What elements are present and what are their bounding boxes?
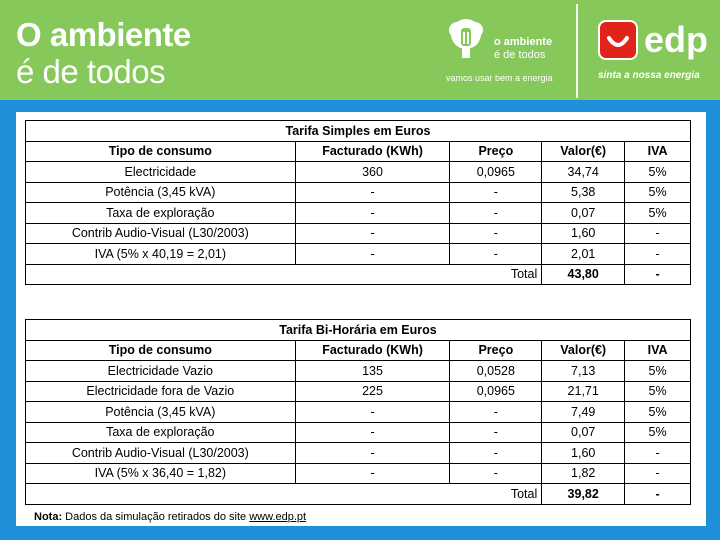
table-row	[26, 203, 691, 224]
table-cell: Taxa de exploração	[26, 203, 296, 224]
edp-smile-icon	[598, 20, 638, 60]
total-row	[26, 264, 691, 285]
table-cell: Contrib Audio-Visual (L30/2003)	[26, 443, 296, 464]
column-header: Tipo de consumo	[26, 141, 296, 162]
column-header: Facturado (KWh)	[295, 340, 450, 361]
table-cell: Electricidade Vazio	[26, 361, 296, 382]
table-cell: 7,49	[542, 402, 625, 423]
table-row	[26, 422, 691, 443]
table-cell: 0,0528	[450, 361, 542, 382]
note-text: Dados da simulação retirados do site	[62, 511, 250, 523]
table-cell: 5%	[625, 203, 691, 224]
table-cell: -	[295, 463, 450, 484]
table-row	[26, 162, 691, 183]
table-cell: 34,74	[542, 162, 625, 183]
table-cell: -	[295, 422, 450, 443]
table-cell: -	[295, 402, 450, 423]
tariff-simple-table	[25, 120, 691, 285]
table-cell: 5%	[625, 422, 691, 443]
edp-wordmark: edp	[644, 19, 709, 60]
column-header: IVA	[625, 340, 691, 361]
table-cell: 7,13	[542, 361, 625, 382]
table-cell: 0,07	[542, 422, 625, 443]
table-cell: -	[295, 244, 450, 265]
table-cell: -	[625, 223, 691, 244]
table-cell: -	[625, 244, 691, 265]
table-cell: -	[450, 223, 542, 244]
table-cell: 1,60	[542, 443, 625, 464]
table-cell: 135	[295, 361, 450, 382]
table-cell: -	[450, 422, 542, 443]
table-cell: 1,60	[542, 223, 625, 244]
header-divider	[576, 4, 578, 98]
total-iva: -	[625, 484, 691, 505]
table-cell: Contrib Audio-Visual (L30/2003)	[26, 223, 296, 244]
table-row	[26, 443, 691, 464]
table-cell: -	[295, 223, 450, 244]
table-cell: 5,38	[542, 182, 625, 203]
total-label: Total	[26, 264, 542, 285]
table-cell: -	[450, 182, 542, 203]
table-row	[26, 402, 691, 423]
tariff-bihourly-table	[25, 319, 691, 505]
header-banner	[0, 0, 720, 100]
table-cell: 5%	[625, 182, 691, 203]
total-value: 39,82	[542, 484, 625, 505]
brand-tagline: vamos usar bem a energia	[446, 73, 553, 83]
table-cell: -	[450, 402, 542, 423]
table-cell: 0,0965	[450, 381, 542, 402]
source-link[interactable]: www.edp.pt	[249, 511, 307, 523]
note-label: Nota:	[34, 511, 63, 523]
footnote	[34, 511, 306, 523]
table-cell: 1,82	[542, 463, 625, 484]
table-cell: -	[295, 182, 450, 203]
table-cell: 5%	[625, 402, 691, 423]
column-header: Facturado (KWh)	[295, 141, 450, 162]
table-cell: -	[450, 244, 542, 265]
table-row	[26, 223, 691, 244]
table-title: Tarifa Simples em Euros	[26, 121, 691, 142]
table-cell: -	[450, 463, 542, 484]
table-row	[26, 182, 691, 203]
table-cell: -	[625, 463, 691, 484]
total-value: 43,80	[542, 264, 625, 285]
brand-main: o ambiente	[494, 36, 553, 48]
total-iva: -	[625, 264, 691, 285]
table-cell: IVA (5% x 40,19 = 2,01)	[26, 244, 296, 265]
table-cell: 5%	[625, 162, 691, 183]
column-header: Valor(€)	[542, 141, 625, 162]
table-cell: -	[450, 443, 542, 464]
content-panel	[16, 112, 706, 526]
title-line-1: O ambiente	[16, 16, 191, 53]
table-cell: Taxa de exploração	[26, 422, 296, 443]
table-cell: Electricidade	[26, 162, 296, 183]
table-cell: 5%	[625, 381, 691, 402]
table-cell: 21,71	[542, 381, 625, 402]
table-cell: -	[450, 203, 542, 224]
table-row	[26, 463, 691, 484]
table-cell: Potência (3,45 kVA)	[26, 182, 296, 203]
table-cell: 5%	[625, 361, 691, 382]
table-title: Tarifa Bi-Horária em Euros	[26, 320, 691, 341]
table-cell: -	[625, 443, 691, 464]
table-row	[26, 244, 691, 265]
brand-sub: é de todos	[494, 49, 546, 61]
table-cell: IVA (5% x 36,40 = 1,82)	[26, 463, 296, 484]
column-header: Preço	[450, 340, 542, 361]
table-row	[26, 361, 691, 382]
column-header: Preço	[450, 141, 542, 162]
edp-tagline: sinta a nossa energia	[598, 70, 700, 81]
table-cell: 225	[295, 381, 450, 402]
column-header: Tipo de consumo	[26, 340, 296, 361]
column-header: IVA	[625, 141, 691, 162]
table-cell: 0,0965	[450, 162, 542, 183]
total-row	[26, 484, 691, 505]
table-cell: Potência (3,45 kVA)	[26, 402, 296, 423]
table-cell: -	[295, 203, 450, 224]
table-cell: -	[295, 443, 450, 464]
slide-title	[16, 16, 191, 90]
column-header: Valor(€)	[542, 340, 625, 361]
table-cell: 2,01	[542, 244, 625, 265]
table-cell: 0,07	[542, 203, 625, 224]
table-cell: 360	[295, 162, 450, 183]
table-row	[26, 381, 691, 402]
title-line-2: é de todos	[16, 53, 166, 90]
total-label: Total	[26, 484, 542, 505]
table-cell: Electricidade fora de Vazio	[26, 381, 296, 402]
lightbulb-tree-icon	[446, 18, 486, 62]
